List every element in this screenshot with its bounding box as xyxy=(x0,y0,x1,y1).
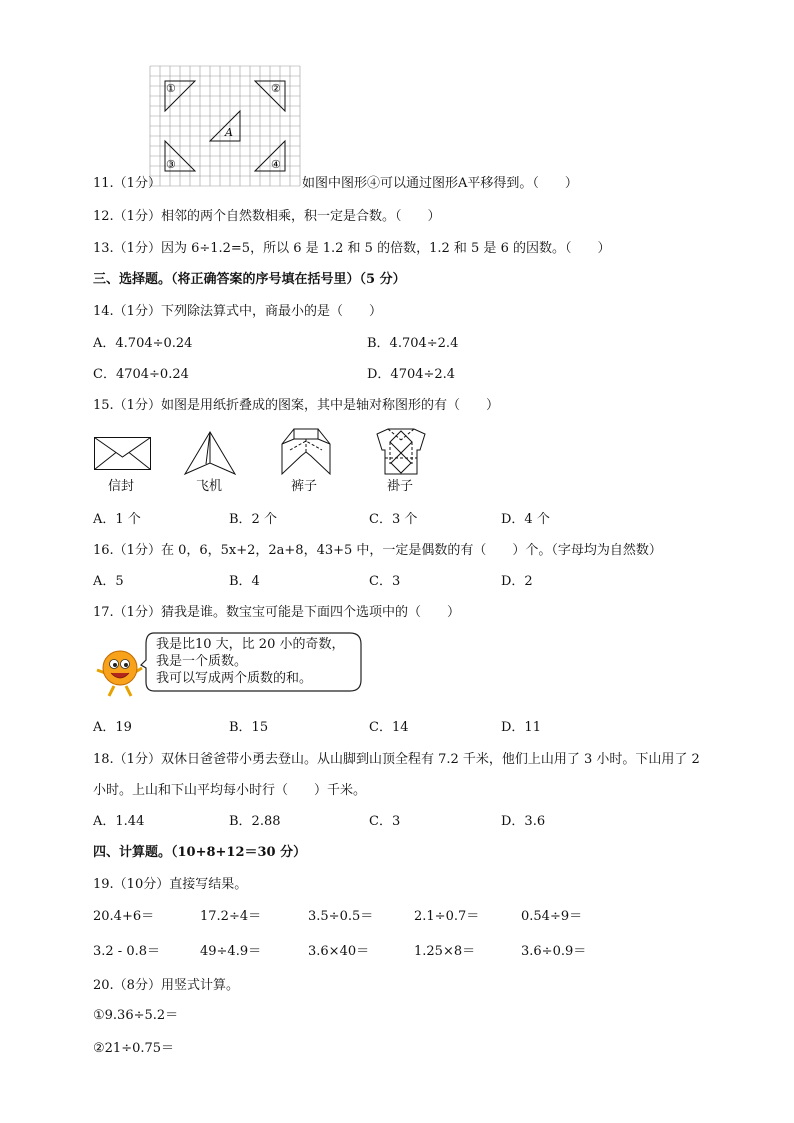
q14-option-a: A．4.704÷0.24 xyxy=(93,336,193,351)
label-2: ② xyxy=(271,82,281,95)
calc-2-4: 1.25×8＝ xyxy=(414,944,476,959)
q17-stem: 17.（1分）猜我是谁。数宝宝可能是下面四个选项中的（ ） xyxy=(93,605,460,620)
q14-stem: 14.（1分）下列除法算式中，商最小的是（ ） xyxy=(93,304,382,319)
section4-heading: 四、计算题。（10+8+12＝30 分） xyxy=(93,845,307,860)
q17-option-c: C．14 xyxy=(369,720,409,735)
label-4: ④ xyxy=(271,158,281,171)
q20-item-1: ①9.36÷5.2＝ xyxy=(93,1008,179,1023)
q17-option-a: A．19 xyxy=(93,720,132,735)
caption-airplane: 飞机 xyxy=(196,479,223,494)
q17-option-d: D．11 xyxy=(501,720,541,735)
q11-number: 11.（1分） xyxy=(93,176,161,191)
q18-option-a: A．1.44 xyxy=(93,814,145,829)
q11-text: 如图中图形④可以通过图形A平移得到。（ ） xyxy=(302,176,578,191)
calc-1-1: 20.4+6＝ xyxy=(93,909,155,924)
airplane-figure xyxy=(184,431,236,475)
calc-2-2: 49÷4.9＝ xyxy=(200,944,262,959)
calc-1-2: 17.2÷4＝ xyxy=(200,909,262,924)
section3-heading: 三、选择题。（将正确答案的序号填在括号里）（5 分） xyxy=(93,272,406,287)
q15-option-b: B．2 个 xyxy=(229,512,277,527)
calc-2-3: 3.6×40＝ xyxy=(308,944,370,959)
q15-option-a: A．1 个 xyxy=(93,512,141,527)
q20-stem: 20.（8分）用竖式计算。 xyxy=(93,978,239,993)
q15-stem: 15.（1分）如图是用纸折叠成的图案，其中是轴对称图形的有（ ） xyxy=(93,398,499,413)
q19-stem: 19.（10分）直接写结果。 xyxy=(93,877,248,892)
calc-1-5: 0.54÷9＝ xyxy=(521,909,583,924)
q15-option-d: D．4 个 xyxy=(501,512,550,527)
envelope-figure xyxy=(94,437,152,471)
caption-envelope: 信封 xyxy=(108,479,135,494)
bubble-line-2: 我是一个质数。 xyxy=(156,654,248,669)
label-a: A xyxy=(225,126,233,139)
q16-option-d: D．2 xyxy=(501,574,533,589)
q18-option-b: B．2.88 xyxy=(229,814,281,829)
q14-option-c: C．4704÷0.24 xyxy=(93,367,189,382)
mascot-icon xyxy=(94,640,144,698)
q18-option-d: D．3.6 xyxy=(501,814,546,829)
calc-2-5: 3.6÷0.9＝ xyxy=(521,944,587,959)
calc-1-4: 2.1÷0.7＝ xyxy=(414,909,480,924)
calc-2-1: 3.2 - 0.8＝ xyxy=(93,944,161,959)
q17-option-b: B．15 xyxy=(229,720,269,735)
label-3: ③ xyxy=(166,158,176,171)
label-1: ① xyxy=(166,82,176,95)
q16-stem: 16.（1分）在 0，6，5x+2，2a+8，43+5 中，一定是偶数的有（ ）个。（字母均为自然数） xyxy=(93,543,662,558)
q15-option-c: C．3 个 xyxy=(369,512,418,527)
caption-pants: 裤子 xyxy=(291,479,318,494)
bubble-line-1: 我是比10 大，比 20 小的奇数， xyxy=(156,637,345,652)
q12: 12.（1分）相邻的两个自然数相乘，积一定是合数。（ ） xyxy=(93,209,441,224)
q18-option-c: C．3 xyxy=(369,814,401,829)
q14-option-b: B．4.704÷2.4 xyxy=(367,336,459,351)
q11-grid-figure xyxy=(150,66,300,186)
pants-figure xyxy=(281,428,331,476)
q13: 13.（1分）因为 6÷1.2=5，所以 6 是 1.2 和 5 的倍数，1.2 和 5 是 6 的因数。（ ） xyxy=(93,241,611,256)
q16-option-b: B．4 xyxy=(229,574,260,589)
q14-option-d: D．4704÷2.4 xyxy=(367,367,456,382)
bubble-line-3: 我可以写成两个质数的和。 xyxy=(156,671,313,686)
q18-line-2: 小时。上山和下山平均每小时行（ ）千米。 xyxy=(93,783,367,798)
q16-option-c: C．3 xyxy=(369,574,401,589)
q20-item-2: ②21÷0.75＝ xyxy=(93,1041,175,1056)
calc-1-3: 3.5÷0.5＝ xyxy=(308,909,374,924)
q18-line-1: 18.（1分）双休日爸爸带小勇去登山。从山脚到山顶全程有 7.2 千米，他们上山用了 3 小时。下山用了 2 xyxy=(93,752,700,767)
jacket-figure xyxy=(376,428,426,476)
q16-option-a: A．5 xyxy=(93,574,124,589)
caption-jacket: 褂子 xyxy=(387,479,414,494)
